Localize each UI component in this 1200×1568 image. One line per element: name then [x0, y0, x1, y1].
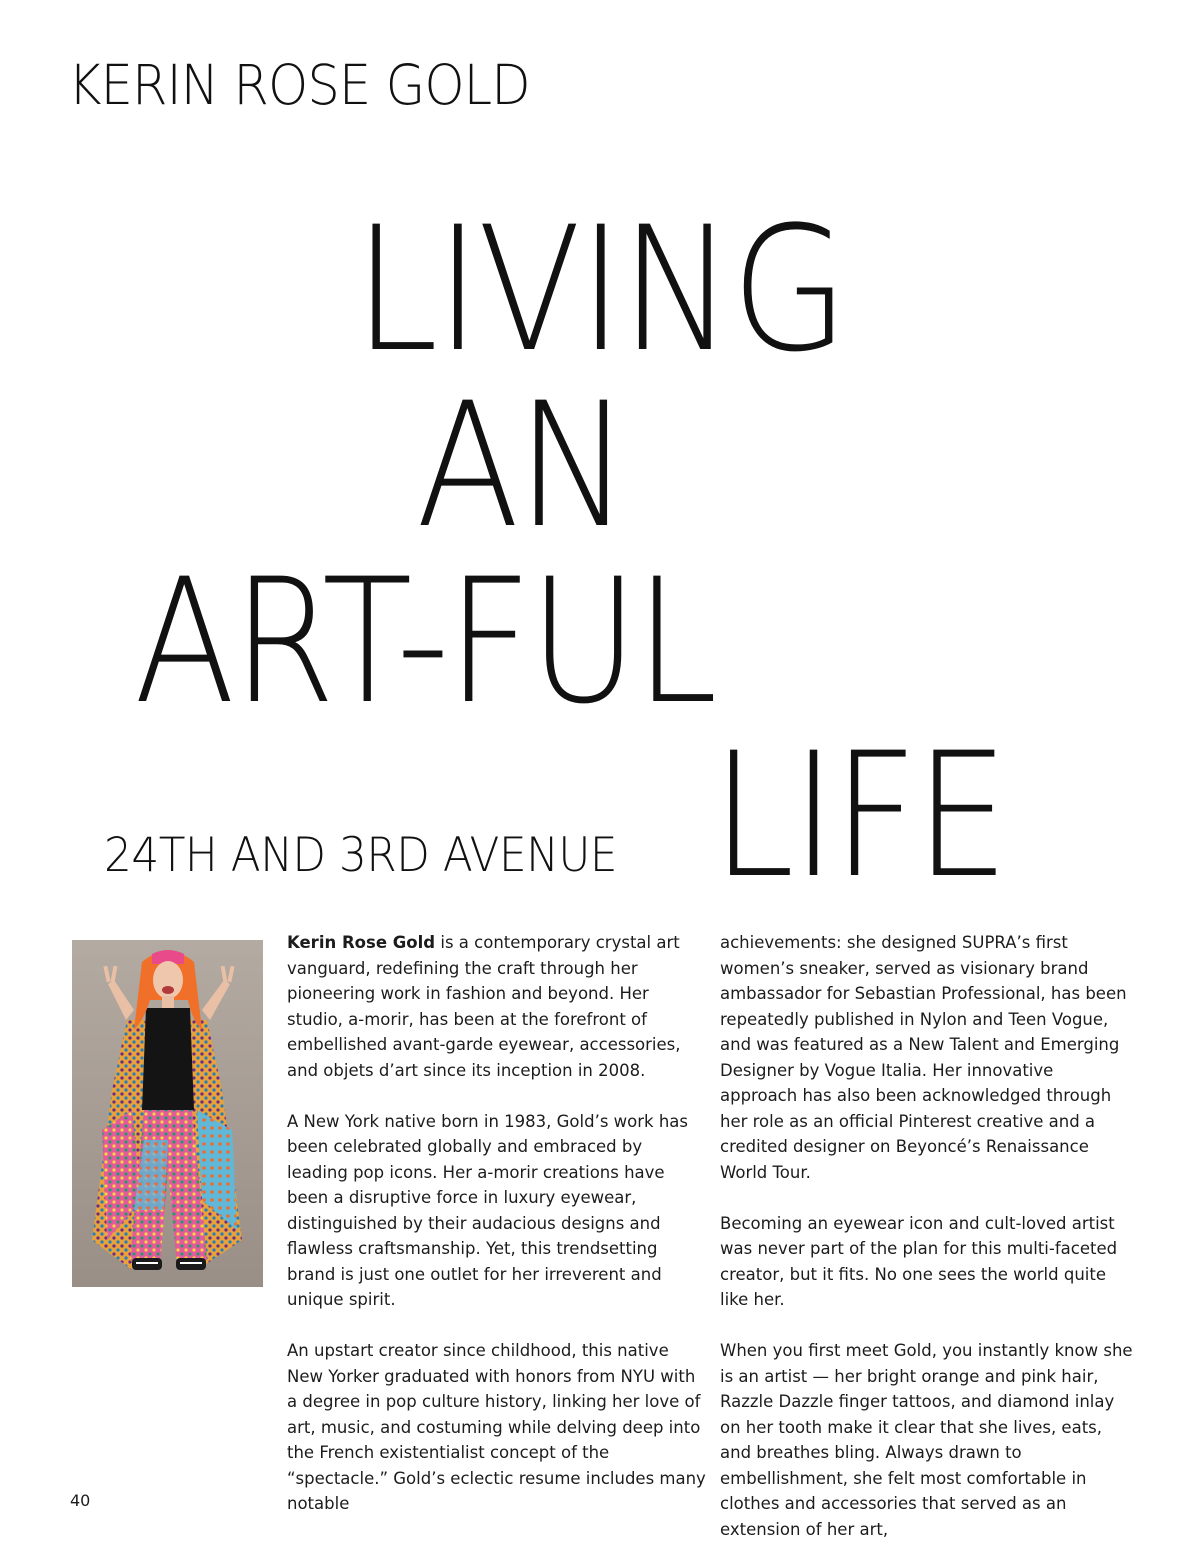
body-column-2 — [720, 930, 1135, 1568]
paragraph-intro — [287, 930, 707, 1083]
location-subhead: 24TH AND 3RD AVENUE — [104, 828, 618, 883]
headline-line-an: AN — [416, 365, 628, 566]
portrait-illustration — [72, 940, 263, 1287]
portrait-photo — [72, 940, 263, 1287]
headline-line-artful: ART-FUL — [134, 541, 716, 742]
article-kicker: KERIN ROSE GOLD — [68, 53, 530, 117]
headline-line-life: LIFE — [712, 715, 1007, 916]
paragraph-education: An upstart creator since childhood, this native New Yorker graduated with honors from NYU with a degree in pop culture history, linking her love of art, music, and costuming while delving deep into the French existentialist concept of the “spectacle.” Gold’s eclectic resume includes many notable — [287, 1341, 706, 1513]
paragraph-intro-text: is a contemporary crystal art vanguard, redefining the craft through her pioneering work in fashion and beyond. Her studio, a-morir, has been at the forefront of embellished avant-garde eyewear, accessories, and objets d’art since its inception in 2008. — [287, 933, 681, 1080]
subject-name: Kerin Rose Gold — [287, 933, 436, 952]
paragraph-first-meet: When you first meet Gold, you instantly know she is an artist — her bright orange and pink hair, Razzle Dazzle finger tattoos, and diamond inlay on her tooth make it clear that she lives, eats, and breathes bling. Always drawn to embellishment, she felt most comfortable in clothes and accessories that served as an extension of her art, — [720, 1341, 1133, 1539]
body-column-1 — [287, 930, 707, 1542]
paragraph-achievements: achievements: she designed SUPRA’s first women’s sneaker, served as visionary brand ambassador for Sebastian Professional, has been repeatedly published in Nylon and Teen Vogue, and was featured as a New Talent and Emerging Designer by Vogue Italia. Her innovative approach has also been acknowledged through her role as an official Pinterest creative and a credited designer on Beyoncé’s Renaissance World Tour. — [720, 933, 1127, 1182]
paragraph-icon: Becoming an eyewear icon and cult-loved artist was never part of the plan for this multi-faceted creator, but it fits. No one sees the world quite like her. — [720, 1213, 1118, 1309]
headline-line-living: LIVING — [354, 189, 846, 390]
paragraph-career: A New York native born in 1983, Gold’s work has been celebrated globally and embraced by leading pop icons. Her a-morir creations have been a disruptive force in luxury eyewear, distinguished by their audacious designs and flawless craftsmanship. Yet, this trendsetting brand is just one outlet for her irreverent and unique spirit. — [287, 1111, 689, 1309]
page-number: 40 — [70, 1491, 91, 1510]
